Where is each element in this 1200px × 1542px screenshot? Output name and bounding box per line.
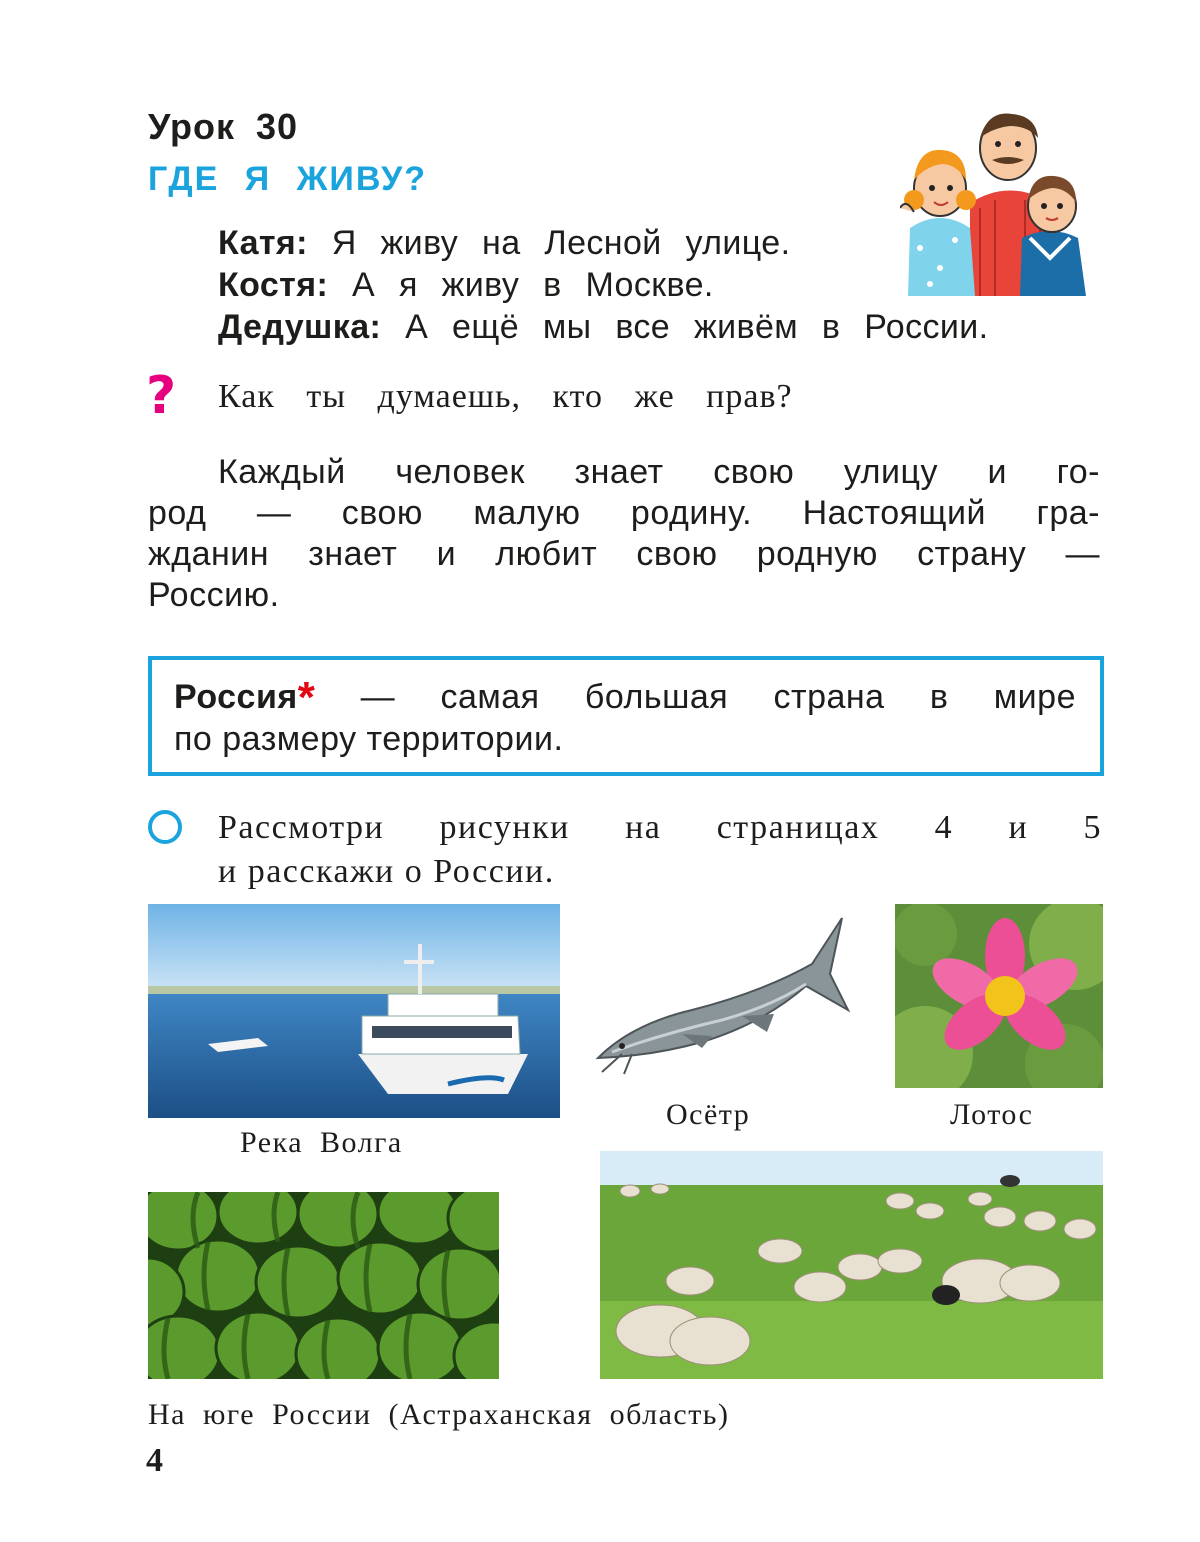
sturgeon-image <box>592 914 852 1080</box>
definition-term: Россия <box>174 678 298 716</box>
caption-lotus: Лотос <box>950 1098 1034 1131</box>
speaker-name: Костя: <box>218 266 329 304</box>
caption-volga: Река Волга <box>240 1126 403 1159</box>
topic-title: ГДЕ Я ЖИВУ? <box>148 160 428 198</box>
page-number: 4 <box>146 1442 163 1479</box>
circle-task-icon <box>148 810 182 844</box>
dialog-text: А я живу в Москве. <box>328 266 714 304</box>
lesson-title: Урок 30 <box>148 106 299 147</box>
task-line2: и расскажи о России. <box>218 853 555 890</box>
dialog-text: А ещё мы все живём в России. <box>381 308 989 346</box>
dialog-text: Я живу на Лесной улице. <box>307 224 791 262</box>
volga-river-photo <box>148 904 560 1118</box>
lotus-photo <box>895 904 1103 1088</box>
dialog-line-katya <box>218 224 1080 263</box>
caption-sturgeon: Осётр <box>666 1098 751 1131</box>
task-line1: Рассмотри рисунки на страницах 4 и 5 <box>218 809 1102 846</box>
speaker-name: Дедушка: <box>218 308 382 346</box>
sheep-steppe-photo <box>600 1151 1103 1379</box>
definition-line2: по размеру территории. <box>174 720 564 758</box>
paragraph-line: род — свою малую родину. Настоящий гра- <box>148 494 1100 532</box>
speaker-name: Катя: <box>218 224 308 262</box>
star-icon: * <box>297 673 316 722</box>
task-text <box>218 806 1102 894</box>
paragraph-line: Каждый человек знает свою улицу и го- <box>218 453 1100 491</box>
watermelons-photo <box>148 1192 499 1379</box>
definition-rest: — самая большая страна в мире <box>315 678 1076 716</box>
main-paragraph <box>148 452 1100 616</box>
question-icon: ? <box>146 366 177 426</box>
paragraph-line: Россию. <box>148 576 280 614</box>
dialog-line-grandpa <box>218 308 1080 347</box>
definition-text <box>174 673 1076 760</box>
question-text: Как ты думаешь, кто же прав? <box>218 378 793 415</box>
paragraph-line: жданин знает и любит свою родную страну — <box>148 535 1100 573</box>
dialog-line-kostya <box>218 266 1080 305</box>
caption-south-russia: На юге России (Астраханская область) <box>148 1398 730 1431</box>
